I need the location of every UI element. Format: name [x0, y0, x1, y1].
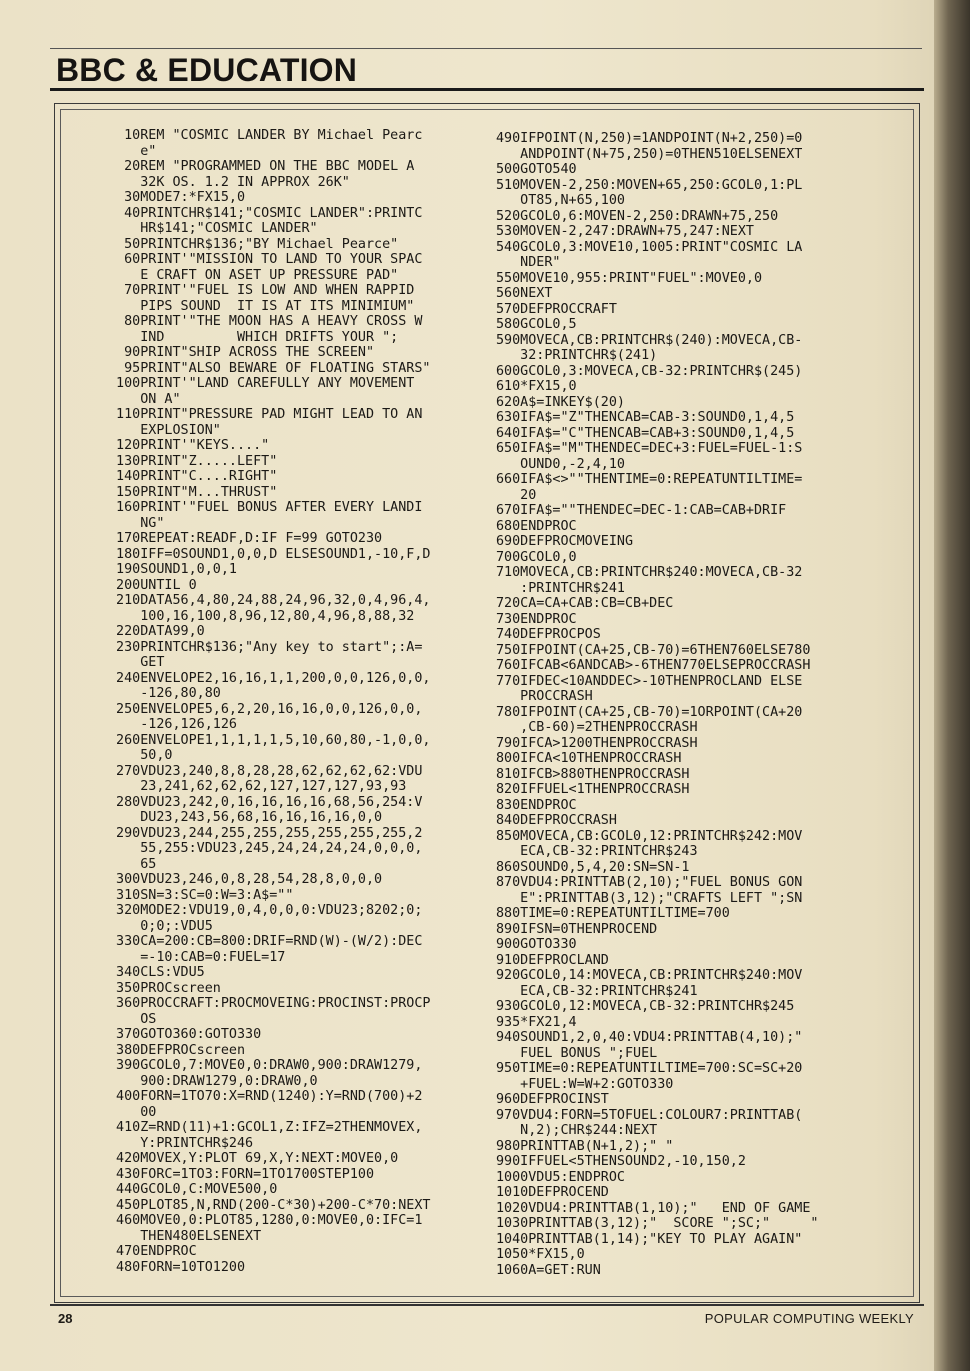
code-line: 860SOUND0,5,4,20:SN=SN-1 — [496, 859, 690, 875]
code-line: ECA,CB-32:PRINTCHR$243 — [496, 844, 698, 859]
code-line: EXPLOSION" — [108, 422, 221, 438]
code-line: 830ENDPROC — [496, 797, 577, 813]
code-line: 140PRINT"C....RIGHT" — [108, 469, 278, 484]
code-line: 880TIME=0:REPEATUNTILTIME=700 — [496, 906, 730, 921]
code-line: 300VDU23,246,0,8,28,54,28,8,0,0,0 — [108, 872, 383, 887]
code-line: E CRAFT ON ASET UP PRESSURE PAD" — [108, 267, 399, 283]
code-line: PROCCRASH — [496, 689, 593, 704]
code-line: N,2);CHR$244:NEXT — [496, 1123, 658, 1138]
code-line: 32K OS. 1.2 IN APPROX 26K" — [108, 174, 350, 190]
code-line: 380DEFPROCscreen — [108, 1042, 246, 1058]
code-line: ECA,CB-32:PRINTCHR$241 — [496, 983, 698, 999]
listing-column-left — [108, 128, 430, 1275]
code-line: 510MOVEN-2,250:MOVEN+65,250:GCOL0,1:PL — [496, 177, 803, 193]
code-line: 720CA=CA+CAB:CB=CB+DEC — [496, 596, 674, 611]
code-line: 790IFCA>1200THENPROCCRASH — [496, 735, 698, 751]
code-line: 330CA=200:CB=800:DRIF=RND(W)-(W/2):DEC — [108, 934, 423, 949]
code-line: 560NEXT — [496, 286, 553, 301]
page-number: 28 — [58, 1311, 73, 1326]
code-line: 530MOVEN-2,247:DRAWN+75,247:NEXT — [496, 224, 754, 239]
code-line: HR$141;"COSMIC LANDER" — [108, 221, 318, 236]
code-line: 350PROCscreen — [108, 980, 221, 996]
code-line: 1040PRINTTAB(1,14);"KEY TO PLAY AGAIN" — [496, 1231, 803, 1247]
code-line: ANDPOINT(N+75,250)=0THEN510ELSENEXT — [496, 146, 803, 162]
code-line: 740DEFPROCPOS — [496, 627, 601, 642]
code-line: 270VDU23,240,8,8,28,28,62,62,62,62:VDU — [108, 763, 423, 779]
code-line: OS — [108, 1011, 157, 1027]
code-line: PIPS SOUND IT IS AT ITS MINIMIUM" — [108, 298, 415, 314]
code-line: 320MODE2:VDU19,0,4,0,0,0:VDU23;8202;0; — [108, 903, 423, 918]
code-line: 750IFPOINT(CA+25,CB-70)=6THEN760ELSE780 — [496, 642, 811, 658]
code-line: 540GCOL0,3:MOVE10,1005:PRINT"COSMIC LA — [496, 239, 803, 255]
code-line: 400FORN=1TO70:X=RND(1240):Y=RND(700)+2 — [108, 1089, 423, 1104]
code-line: 670IFA$=""THENDEC=DEC-1:CAB=CAB+DRIF — [496, 503, 787, 518]
code-line: 810IFCB>880THENPROCCRASH — [496, 766, 690, 782]
code-line: -126,126,126 — [108, 717, 237, 732]
code-line: 40PRINTCHR$141;"COSMIC LANDER":PRINTC — [108, 205, 423, 221]
header-top-rule — [50, 48, 922, 49]
code-line: ,CB-60)=2THENPROCCRASH — [496, 720, 698, 735]
code-line: 1000VDU5:ENDPROC — [496, 1169, 625, 1185]
code-line: 340CLS:VDU5 — [108, 965, 205, 980]
code-line: 95PRINT"ALSO BEWARE OF FLOATING STARS" — [108, 360, 431, 376]
code-line: 960DEFPROCINST — [496, 1092, 609, 1107]
code-line: 840DEFPROCCRASH — [496, 813, 617, 828]
code-line: 230PRINTCHR$136;"Any key to start";:A= — [108, 639, 423, 655]
code-line: THEN480ELSENEXT — [108, 1228, 262, 1244]
code-line: 130PRINT"Z.....LEFT" — [108, 453, 278, 469]
code-line: 100,16,100,8,96,12,80,4,96,8,88,32 — [108, 608, 415, 624]
footer-rule — [50, 1304, 924, 1306]
code-line: 820IFFUEL<1THENPROCCRASH — [496, 782, 690, 797]
code-line: 970VDU4:FORN=5TOFUEL:COLOUR7:PRINTTAB( — [496, 1107, 803, 1123]
code-line: 360PROCCRAFT:PROCMOVEING:PROCINST:PROCP — [108, 996, 431, 1011]
code-line: 570DEFPROCCRAFT — [496, 301, 617, 317]
code-line: 120PRINT'"KEYS...." — [108, 438, 270, 453]
code-line: 520GCOL0,6:MOVEN-2,250:DRAWN+75,250 — [496, 208, 779, 224]
code-line: 280VDU23,242,0,16,16,16,16,68,56,254:V — [108, 794, 423, 810]
code-line: 700GCOL0,0 — [496, 549, 577, 565]
code-line: 550MOVE10,955:PRINT"FUEL":MOVE0,0 — [496, 270, 763, 286]
code-line: 20REM "PROGRAMMED ON THE BBC MODEL A — [108, 159, 415, 174]
code-line: 630IFA$="Z"THENCAB=CAB-3:SOUND0,1,4,5 — [496, 410, 795, 425]
code-line: 180IFF=0SOUND1,0,0,D ELSESOUND1,-10,F,D — [108, 546, 431, 562]
code-line: 1060A=GET:RUN — [496, 1262, 601, 1278]
code-line: 910DEFPROCLAND — [496, 952, 609, 968]
code-line: 80PRINT'"THE MOON HAS A HEAVY CROSS W — [108, 314, 423, 329]
code-line: 00 — [108, 1104, 157, 1120]
code-line: 310SN=3:SC=0:W=3:A$="" — [108, 887, 294, 903]
code-line: 250ENVELOPE5,6,2,20,16,16,0,0,126,0,0, — [108, 701, 423, 717]
code-line: 990IFFUEL<5THENSOUND2,-10,150,2 — [496, 1154, 746, 1169]
code-line: Y:PRINTCHR$246 — [108, 1135, 254, 1151]
code-line: 590MOVECA,CB:PRINTCHR$(240):MOVECA,CB- — [496, 332, 803, 348]
code-line: 660IFA$<>""THENTIME=0:REPEATUNTILTIME= — [496, 472, 803, 487]
code-line: 600GCOL0,3:MOVECA,CB-32:PRINTCHR$(245) — [496, 363, 803, 379]
code-line: 150PRINT"M...THRUST" — [108, 484, 278, 500]
code-line: 410Z=RND(11)+1:GCOL1,Z:IFZ=2THENMOVEX, — [108, 1120, 423, 1135]
code-line: 1020VDU4:PRINTTAB(1,10);" END OF GAME — [496, 1200, 811, 1216]
code-line: 900GOTO330 — [496, 937, 577, 952]
code-line: 390GCOL0,7:MOVE0,0:DRAW0,900:DRAW1279, — [108, 1058, 423, 1073]
code-line: 890IFSN=0THENPROCEND — [496, 921, 658, 937]
code-line: 920GCOL0,14:MOVECA,CB:PRINTCHR$240:MOV — [496, 968, 803, 983]
code-line: 32:PRINTCHR$(241) — [496, 348, 658, 363]
code-line: 580GCOL0,5 — [496, 317, 577, 332]
code-line: 90PRINT"SHIP ACROSS THE SCREEN" — [108, 345, 375, 360]
code-line: -126,80,80 — [108, 686, 221, 701]
code-line: 1030PRINTTAB(3,12);" SCORE ";SC;" " — [496, 1216, 819, 1231]
code-line: 650IFA$="M"THENDEC=DEC+3:FUEL=FUEL-1:S — [496, 441, 803, 456]
code-line: 870VDU4:PRINTTAB(2,10);"FUEL BONUS GON — [496, 875, 803, 890]
header-rule — [50, 88, 924, 91]
code-line: 55,255:VDU23,245,24,24,24,24,0,0,0, — [108, 841, 423, 856]
code-line: 460MOVE0,0:PLOT85,1280,0:MOVE0,0:IFC=1 — [108, 1213, 423, 1228]
code-line: 370GOTO360:GOTO330 — [108, 1027, 262, 1042]
code-line: 60PRINT'"MISSION TO LAND TO YOUR SPAC — [108, 252, 423, 267]
code-line: E":PRINTTAB(3,12);"CRAFTS LEFT ";SN — [496, 890, 803, 906]
section-title: BBC & EDUCATION — [56, 52, 358, 88]
code-line: NG" — [108, 515, 165, 531]
code-line: 680ENDPROC — [496, 518, 577, 534]
code-line: OUND0,-2,4,10 — [496, 456, 625, 472]
code-line: 30MODE7:*FX15,0 — [108, 190, 246, 205]
code-line: 420MOVEX,Y:PLOT 69,X,Y:NEXT:MOVE0,0 — [108, 1151, 399, 1166]
code-line: :PRINTCHR$241 — [496, 580, 625, 596]
code-line: 930GCOL0,12:MOVECA,CB-32:PRINTCHR$245 — [496, 999, 795, 1014]
code-line: 710MOVECA,CB:PRINTCHR$240:MOVECA,CB-32 — [496, 565, 803, 580]
code-line: 10REM "COSMIC LANDER BY Michael Pearc — [108, 128, 423, 143]
code-line: 1010DEFPROCEND — [496, 1185, 609, 1200]
code-line: 440GCOL0,C:MOVE500,0 — [108, 1182, 278, 1197]
code-line: 1050*FX15,0 — [496, 1247, 585, 1262]
code-line: 770IFDEC<10ANDDEC>-10THENPROCLAND ELSE — [496, 673, 803, 689]
code-line: ON A" — [108, 391, 181, 407]
code-line: e" — [108, 143, 157, 159]
code-line: 290VDU23,244,255,255,255,255,255,255,2 — [108, 825, 423, 841]
code-line: 690DEFPROCMOVEING — [496, 534, 634, 549]
code-line: NDER" — [496, 255, 561, 270]
code-line: 640IFA$="C"THENCAB=CAB+3:SOUND0,1,4,5 — [496, 425, 795, 441]
publication-name: POPULAR COMPUTING WEEKLY — [704, 1311, 914, 1326]
code-line: 65 — [108, 856, 157, 872]
code-line: 760IFCAB<6ANDCAB>-6THEN770ELSEPROCCRASH — [496, 658, 811, 673]
code-line: 730ENDPROC — [496, 611, 577, 627]
code-line: 780IFPOINT(CA+25,CB-70)=1ORPOINT(CA+20 — [496, 704, 803, 720]
code-line: 160PRINT'"FUEL BONUS AFTER EVERY LANDI — [108, 500, 423, 515]
code-line: 220DATA99,0 — [108, 624, 205, 639]
code-line: 210DATA56,4,80,24,88,24,96,32,0,4,96,4, — [108, 593, 431, 608]
code-line: 200UNTIL 0 — [108, 577, 197, 593]
code-line: 500GOTO540 — [496, 162, 577, 177]
code-line: 480FORN=10TO1200 — [108, 1259, 246, 1275]
code-line: DU23,243,56,68,16,16,16,16,0,0 — [108, 810, 383, 825]
code-line: 935*FX21,4 — [496, 1014, 577, 1030]
code-line: IND WHICH DRIFTS YOUR "; — [108, 329, 399, 345]
code-line: 110PRINT"PRESSURE PAD MIGHT LEAD TO AN — [108, 407, 423, 422]
code-line: 610*FX15,0 — [496, 379, 577, 394]
code-line: 850MOVECA,CB:GCOL0,12:PRINTCHR$242:MOV — [496, 828, 803, 844]
code-line: GET — [108, 655, 165, 670]
listing-column-right — [496, 131, 818, 1278]
code-line: 240ENVELOPE2,16,16,1,1,200,0,0,126,0,0, — [108, 670, 431, 686]
code-line: 450PLOT85,N,RND(200-C*30)+200-C*70:NEXT — [108, 1197, 431, 1213]
code-line: =-10:CAB=0:FUEL=17 — [108, 949, 286, 965]
code-line: 23,241,62,62,62,127,127,127,93,93 — [108, 779, 407, 794]
code-line: 100PRINT'"LAND CAREFULLY ANY MOVEMENT — [108, 376, 415, 391]
code-line: 940SOUND1,2,0,40:VDU4:PRINTTAB(4,10);" — [496, 1030, 803, 1045]
code-line: 20 — [496, 487, 537, 503]
code-line: 470ENDPROC — [108, 1244, 197, 1259]
code-line: 430FORC=1TO3:FORN=1TO1700STEP100 — [108, 1166, 375, 1182]
code-line: 950TIME=0:REPEATUNTILTIME=700:SC=SC+20 — [496, 1061, 803, 1076]
code-line: 490IFPOINT(N,250)=1ANDPOINT(N+2,250)=0 — [496, 131, 803, 146]
code-line: 0;0;:VDU5 — [108, 918, 213, 934]
code-line: FUEL BONUS ";FUEL — [496, 1045, 658, 1061]
code-line: 190SOUND1,0,0,1 — [108, 562, 237, 577]
code-line: 900:DRAW1279,0:DRAW0,0 — [108, 1073, 318, 1089]
code-line: 50,0 — [108, 748, 173, 763]
code-line: 70PRINT'"FUEL IS LOW AND WHEN RAPPID — [108, 283, 415, 298]
code-line: 260ENVELOPE1,1,1,1,1,5,10,60,80,-1,0,0, — [108, 732, 431, 748]
code-line: +FUEL:W=W+2:GOTO330 — [496, 1076, 674, 1092]
code-line: 800IFCA<10THENPROCCRASH — [496, 751, 682, 766]
code-line: OT85,N+65,100 — [496, 193, 625, 208]
code-line: 980PRINTTAB(N+1,2);" " — [496, 1138, 674, 1154]
page-spine-shadow — [934, 0, 970, 1371]
code-line: 170REPEAT:READF,D:IF F=99 GOTO230 — [108, 531, 383, 546]
code-line: 50PRINTCHR$136;"BY Michael Pearce" — [108, 236, 399, 252]
code-line: 620A$=INKEY$(20) — [496, 394, 625, 410]
